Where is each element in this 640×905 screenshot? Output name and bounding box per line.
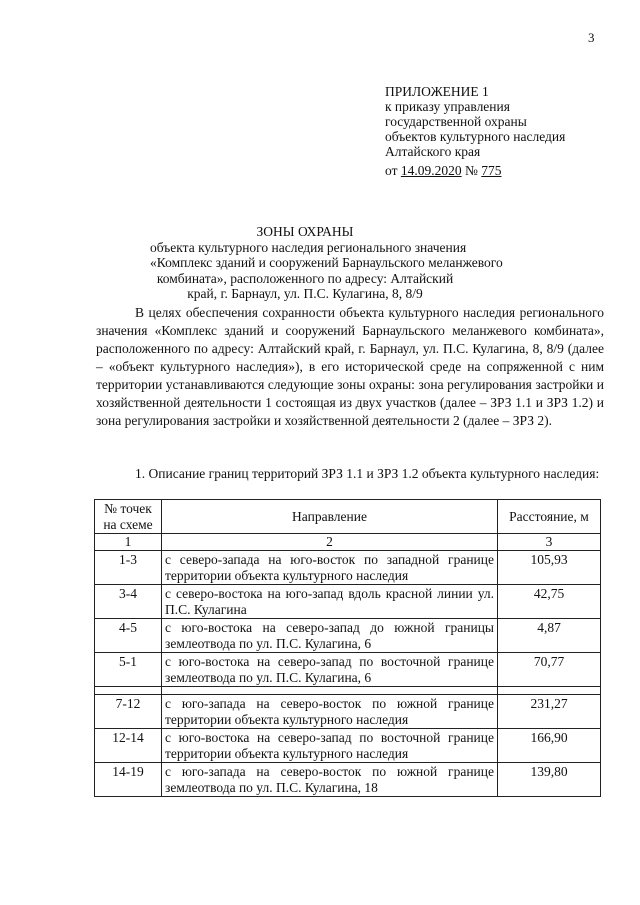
- title-line: край, г. Барнаул, ул. П.С. Кулагина, 8, 8/9: [187, 286, 423, 301]
- distance-cell: 70,77: [498, 653, 601, 687]
- header-direction: Направление: [162, 500, 498, 534]
- points-cell: 14-19: [95, 763, 162, 797]
- table-row: [95, 763, 601, 797]
- points-cell: 7-12: [95, 695, 162, 729]
- distance-cell: 105,93: [498, 551, 601, 585]
- distance-cell: 4,87: [498, 619, 601, 653]
- separator-cell: [498, 687, 601, 695]
- order-prefix: от: [385, 163, 398, 178]
- table-row: [95, 653, 601, 687]
- table-row: [95, 695, 601, 729]
- table-separator-row: [95, 687, 601, 695]
- direction-cell: с северо-запада на юго-восток по западной границе территории объекта культурного наследия: [162, 551, 498, 585]
- direction-cell: с юго-запада на северо-восток по южной границе землеотвода по ул. П.С. Кулагина, 18: [162, 763, 498, 797]
- table-row: [95, 585, 601, 619]
- title-line: «Комплекс зданий и сооружений Барнаульского меланжевого: [150, 255, 503, 270]
- table-row: [95, 619, 601, 653]
- index-cell: 2: [162, 534, 498, 551]
- separator-cell: [162, 687, 498, 695]
- order-date: 14.09.2020: [400, 163, 462, 178]
- order-reference: [385, 163, 502, 179]
- appendix-title: ПРИЛОЖЕНИЕ 1: [385, 84, 489, 99]
- appendix-line: объектов культурного наследия: [385, 129, 566, 144]
- document-title: [150, 224, 503, 302]
- distance-cell: 139,80: [498, 763, 601, 797]
- header-points: № точек на схеме: [95, 500, 162, 534]
- index-cell: 3: [498, 534, 601, 551]
- distance-cell: 166,90: [498, 729, 601, 763]
- boundaries-table: [94, 499, 601, 797]
- points-cell: 5-1: [95, 653, 162, 687]
- appendix-line: к приказу управления: [385, 99, 510, 114]
- header-distance: Расстояние, м: [498, 500, 601, 534]
- table-row: [95, 729, 601, 763]
- section-heading: 1. Описание границ территорий ЗРЗ 1.1 и ЗРЗ 1.2 объекта культурного наследия:: [135, 466, 600, 481]
- points-cell: 12-14: [95, 729, 162, 763]
- order-number: 775: [481, 163, 502, 178]
- title-line: комбината», расположенного по адресу: Алтайский: [156, 270, 454, 286]
- direction-cell: с юго-востока на северо-запад по восточной границе территории объекта культурного наследия: [162, 729, 498, 763]
- table-header-row: [95, 500, 601, 534]
- direction-cell: с северо-востока на юго-запад вдоль красной линии ул. П.С. Кулагина: [162, 585, 498, 619]
- distance-cell: 42,75: [498, 585, 601, 619]
- distance-cell: 231,27: [498, 695, 601, 729]
- order-number-sign: №: [464, 163, 478, 178]
- appendix-block: [385, 84, 565, 159]
- intro-paragraph: В целях обеспечения сохранности объекта культурного наследия регионального значения «Комплекс зданий и сооружений Барнаульского меланжевого комбината», расположенного по адресу: Алтайский край, г. Барнаул, ул. П.С. Кулагина, 8, 8/9 (далее – «объект культурного наследия»), в его исторической среде на сопряженной с ним территории устанавливаются следующие зоны охраны: зона регулирования застройки и хозяйственной деятельности 1 состоящая из двух участков (далее – ЗРЗ 1.1 и ЗРЗ 1.2) и зона регулирования застройки и хозяйственной деятельности 2 (далее – ЗРЗ 2).: [96, 305, 604, 428]
- title-line: объекта культурного наследия регионального значения: [150, 239, 467, 255]
- points-cell: 3-4: [95, 585, 162, 619]
- appendix-line: государственной охраны: [385, 114, 527, 129]
- direction-cell: с юго-запада на северо-восток по южной границе территории объекта культурного наследия: [162, 695, 498, 729]
- points-cell: 4-5: [95, 619, 162, 653]
- index-cell: 1: [95, 534, 162, 551]
- separator-cell: [95, 687, 162, 695]
- direction-cell: с юго-востока на северо-запад по восточной границе землеотвода по ул. П.С. Кулагина, 6: [162, 653, 498, 687]
- table-row: [95, 551, 601, 585]
- table-index-row: [95, 534, 601, 551]
- points-cell: 1-3: [95, 551, 162, 585]
- direction-cell: с юго-востока на северо-запад до южной границы землеотвода по ул. П.С. Кулагина, 6: [162, 619, 498, 653]
- appendix-line: Алтайского края: [385, 144, 481, 159]
- page-number: 3: [588, 30, 595, 45]
- title-heading: ЗОНЫ ОХРАНЫ: [256, 224, 354, 239]
